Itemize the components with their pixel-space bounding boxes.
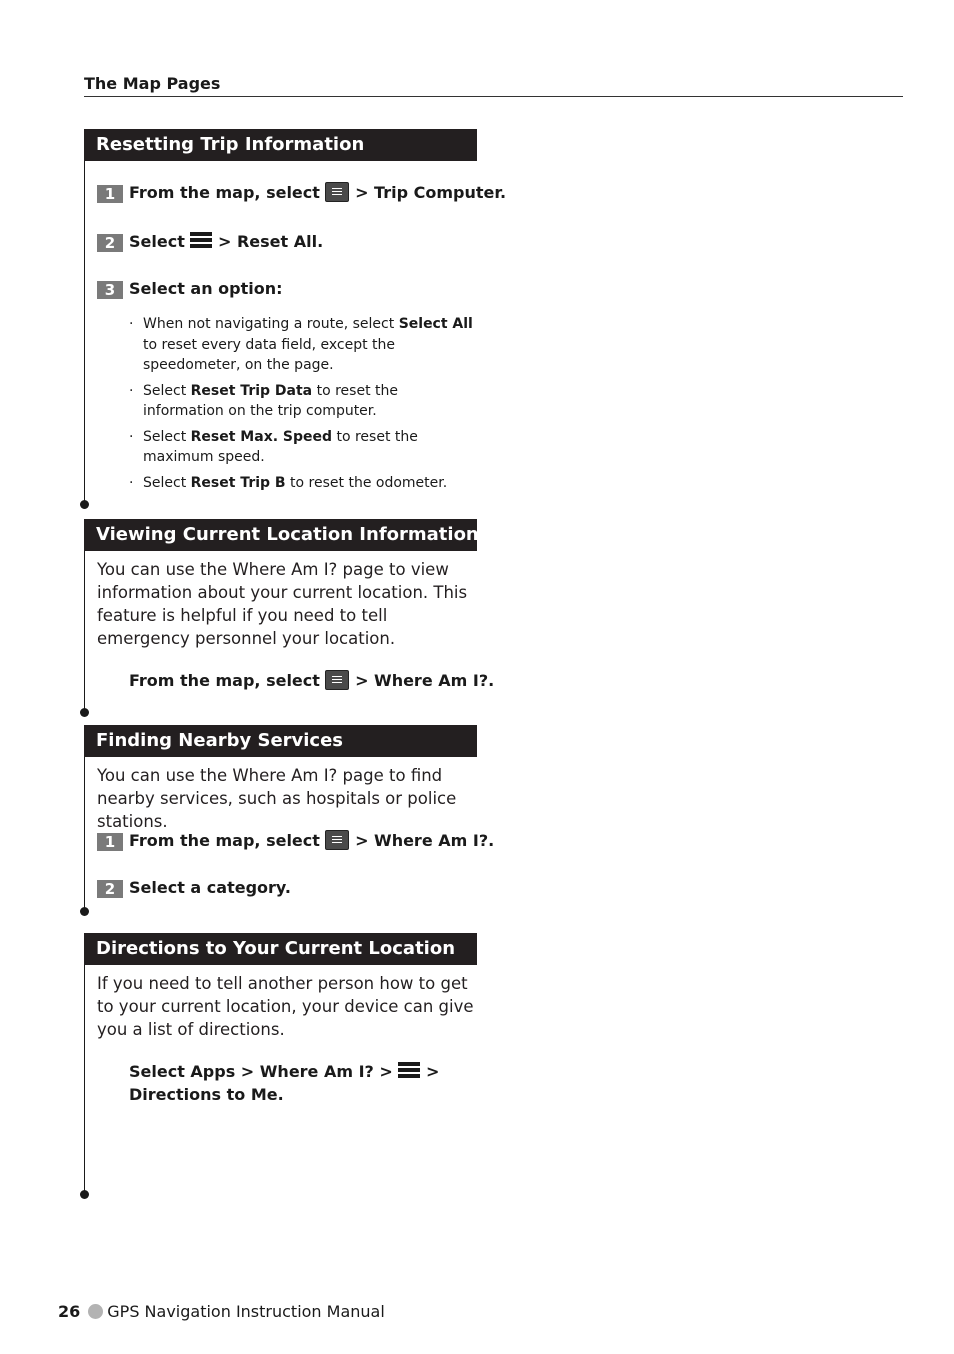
section-title-finding: Finding Nearby Services: [84, 725, 477, 757]
page-footer: [58, 1302, 385, 1321]
list-item: · Select Reset Trip B to reset the odometer.: [129, 474, 448, 491]
list-item: · Select Reset Trip Data to reset the information on the trip computer.: [129, 382, 398, 419]
step-number: 1: [97, 833, 123, 851]
section-end-dot: [80, 907, 89, 916]
menu-button-icon: [325, 670, 349, 690]
list-item: · Select Reset Max. Speed to reset the maximum speed.: [129, 428, 418, 465]
section-body-directions: If you need to tell another person how to get to your current location, your device can give you a list of directions.: [97, 974, 474, 1039]
section-title-directions: Directions to Your Current Location: [84, 933, 477, 965]
running-head: The Map Pages: [84, 74, 221, 93]
header-rule: [84, 96, 903, 97]
step-1-trip-computer: [97, 182, 506, 203]
section-rule-resetting: [84, 161, 85, 504]
step-text-pre: From the map, select: [129, 183, 320, 202]
option-list: [129, 314, 479, 498]
step-text-pre: Select: [129, 232, 185, 251]
menu-button-icon: [325, 830, 349, 850]
section-end-dot: [80, 500, 89, 509]
step-number: 1: [97, 185, 123, 203]
step-number: 2: [97, 234, 123, 252]
section-end-dot: [80, 708, 89, 717]
step-number: 3: [97, 281, 123, 299]
step-text-post: > Reset All.: [218, 232, 324, 251]
section-rule-viewing: [84, 551, 85, 712]
hamburger-menu-icon: [398, 1061, 420, 1079]
instruction-where-am-i: From the map, select > Where Am I?.: [129, 671, 495, 690]
section-rule-finding: [84, 757, 85, 912]
step-2-reset-all: [97, 231, 323, 252]
footer-dot-icon: [88, 1304, 103, 1319]
section-end-dot: [80, 1190, 89, 1199]
instruction-directions-to-me: Select Apps > Where Am I? > > Directions to Me.: [129, 1062, 440, 1104]
section-body-finding: You can use the Where Am I? page to find nearby services, such as hospitals or police stations.: [97, 766, 457, 831]
step-text: Select an option:: [129, 279, 283, 298]
page-number: 26: [58, 1302, 81, 1321]
manual-title: GPS Navigation Instruction Manual: [107, 1302, 385, 1321]
step-text-post: > Trip Computer.: [355, 183, 507, 202]
section-title-viewing: Viewing Current Location Information: [84, 519, 477, 551]
list-item: · When not navigating a route, select Select All to reset every data field, except the speedometer, on the page.: [129, 316, 473, 373]
hamburger-menu-icon: [190, 231, 212, 249]
section-body-viewing: You can use the Where Am I? page to view information about your current location. This feature is helpful if you need to tell emergency personnel your location.: [97, 560, 468, 648]
step-number: 2: [97, 880, 123, 898]
step-2-select-category: 2 Select a category.: [97, 878, 291, 898]
section-title-resetting: Resetting Trip Information: [84, 129, 477, 161]
section-rule-directions: [84, 965, 85, 1194]
step-3-select-option: [97, 279, 283, 299]
menu-button-icon: [325, 182, 349, 202]
step-1-where-am-i: 1 From the map, select > Where Am I?.: [97, 830, 494, 851]
